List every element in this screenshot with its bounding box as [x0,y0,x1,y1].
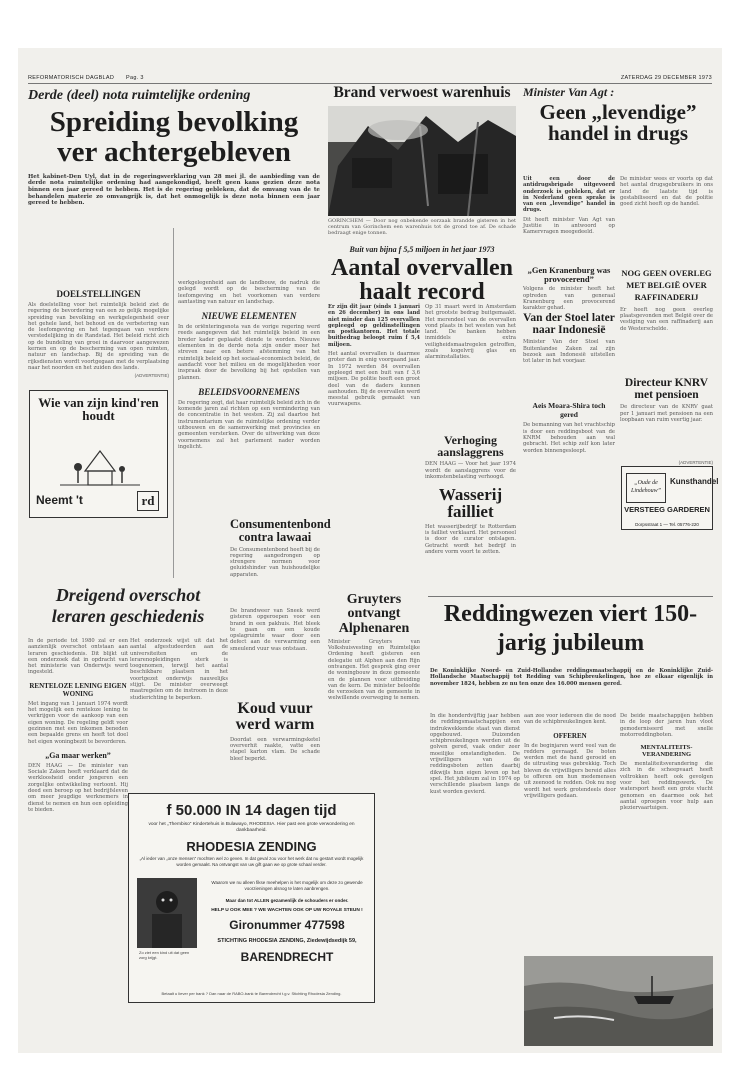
verhoging-headline: Verhoging aanslaggrens [437,433,504,460]
wasserij-headline: Wasserij failliet [438,485,503,522]
warehouse-fire-photo [328,106,516,216]
minister-article [523,85,713,145]
issue-date: ZATERDAG 29 DECEMBER 1973 [620,75,712,81]
rhodesia-help: HELP U OOK MEE ? WE WACHTEN OOK OP UW ROYALE STEUN ! [211,908,363,913]
minister-headline: Geen „levendige” handel in drugs [539,100,697,146]
housing-ad-title: Wie van zijn kind'ren houdt [38,395,159,424]
consument-headline: Consumentenbond contra lawaai [230,517,331,544]
robberies-column-2: Op 31 maart werd in Amsterdam het grootste bedrag buitgemaakt. Het merendeel van de overvallen vond plaats in het westen van het land. De banken hebben inmiddels extra veiligheidsmaatregelen getroffen, zoals kogelvrij glas en alarminstallaties. [425,304,516,361]
offeren-headline: OFFEREN [553,731,587,740]
rhodesia-stichting: STICHTING RHODESIA ZENDING, Ziedewijdsedijk 59, [217,938,357,944]
consument-article: Consumentenbond contra lawaai De Consumentenbond heeft bij de regering aangedrongen op strengere normen voor geluidshinder van huishoudelijke apparaten. [230,517,331,578]
gamaarwerken-headline: „Ga maar werken” [45,750,111,760]
kunsthandel-slogan: VERSTEEG GARDEREN [624,505,710,514]
lead-column-1: DOELSTELLINGEN Als doelstelling voor het ruimtelijk beleid ziet de regering de bevordering van een zo gelijk mogelijke spreiding van bevolking en werkgelegenheid over het gehele land, het behoud en de verbetering van de leefomgeving en het tegengaan van verdere verstedelijking in de Randstad. Het beleid richt zich op de bundeling van groei in daarvoor aangewezen kernen en op de bescherming van open ruimten, natuur en landschap. Bij de spreiding van de rijksdiensten wordt voortgegaan met de verplaatsing naar het noorden en het zuiden des lands. (ADVERTENTIE) [28,289,169,379]
raffinaderij-article: NOG GEEN OVERLEG MET BELGIË OVER RAFFINADERIJ Er heeft nog geen overleg plaatsgevonden met België over de vestiging van een raffinaderij aan de Westerschelde. [620,268,713,332]
leraren-article [28,585,228,627]
rhodesia-title: RHODESIA ZENDING [186,839,317,854]
child-photo [137,878,197,948]
redding-column-2: aan zee voor iedereen die de nood van de schipbreukelingen kent. OFFEREN In de beginjaren werd veel van de redders gevraagd. De boten werden met de hand geroeid en de uitrusting was gebrekkig. Toch bleven de vrijwilligers bereid alles te offeren om hun medemensen uit zeenood te redden. Ook nu nog wordt het werk grotendeels door vrijwilligers gedaan. [524,713,616,799]
redding-intro: De Koninklijke Noord- en Zuid-Hollandse reddingsmaatschappij en de Koninklijke Zuid-Hollandsche Maatschappij tot Redding van Schipbreukelingen, hoe ze elkaar eigenlijk in november 1824, hebben ze nu ten onze des 16.000 mensen gered. [430,668,713,687]
gruyters-headline: Gruyters ontvangt Alphenaren [338,592,410,636]
rhodesia-amount: f 50.000 IN 14 dagen tijd [166,802,337,819]
aeis-headline: Aeis Moara-Shira toch gered [532,401,606,420]
kranenburg-headline: „Gen Kranenburg was provocerend” [527,265,611,284]
robberies-headline: Aantal overvallen haalt record [331,255,513,306]
robberies-column-1: Er zijn dit jaar (sinds 1 januari en 26 december) in ons land niet minder dan 125 overvallen gepleegd op geldinstellingen en postkantoren. Het totale buitbedrag beloopt ruim f 5,4 miljoen. Het aantal overvallen is daarmee groter dan in enig voorgaand jaar. In 1972 werden 84 overvallen gepleegd met een buit van f 3,6 miljoen. De politie heeft een groot deel van de daders kunnen aanhouden. Bij de overvallen werd meestal gebruik gemaakt van vuurwapens. [328,304,420,408]
lening-headline: RENTELOZE LENING EIGEN WONING [29,681,127,698]
lead-article [28,88,320,207]
rhodesia-intro: voor het „Thembiso” Kindertehuis in Bulawayo, RHODESIA. Hier past een grote verwondering en dankbaarheid. [148,822,355,833]
raffinaderij-headline: NOG GEEN OVERLEG MET BELGIË OVER RAFFINADERIJ [621,268,712,302]
lifeboat-at-sea-photo [524,956,713,1046]
verhoging-article: Verhoging aanslaggrens DEN HAAG — Voor het jaar 1974 wordt de aanslaggrens voor de inkomstenbelasting verhoogd. [425,433,516,481]
koud-headline: Koud vuur werd warm [235,700,315,734]
kunsthandel-address: Dorpsstraat 1 — Tel. 05776-220 [635,522,699,527]
kunsthandel-ad [621,466,719,530]
minister-column-1: Uit een door de antidrugsbrigade uitgevoerd onderzoek is gebleken, dat er in Nederland geen sprake is van een „levendige” handel in drugs. Dit heeft minister Van Agt van Justitie in antwoord op Kamervragen meegedeeld. [523,176,615,236]
mentaliteit-headline: MENTALITEITS-VERANDERING [640,744,693,759]
wasserij-article: Wasserij failliet Het wasserijbedrijf te Rotterdam is failliet verklaard. Het personeel is door de curator ontslagen. Getracht wordt het bedrijf in andere vorm voort te zetten. [425,485,516,555]
redding-article [428,600,713,658]
housing-ad-sign: Neemt 't [36,493,83,507]
body-text: werkgelegenheid aan de landbouw, de nadruk die gelegd wordt op de bescherming van de leefomgeving en het voorkomen van verdere aantasting van natuur en landschap. [178,280,320,305]
knrv-article: Directeur KNRV met pensioen De directeur van de KNRV gaat per 1 januari met pensioen na een loopbaan van ruim veertig jaar. (ADVERTENTIE) [620,377,713,466]
lead-headline: Spreiding bevolking ver achtergebleven [49,106,299,169]
vanderstoel-article: Van der Stoel later naar Indonesië Minister Van der Stoel van Buitenlandse Zaken zal zijn bezoek aan Indonesië uitstellen tot later in het voorjaar. Aeis Moara-Shira toch gered De bemanning van het vrachtschip is door een reddingsboot van de KNRM behouden aan wal gebracht. Het schip zelf kon later worden binnengesleept. [523,312,615,454]
housing-ad [29,390,168,518]
rhodesia-ad: f 50.000 IN 14 dagen tijd voor het „Thembiso” Kindertehuis in Bulawayo, RHODESIA. Hier past een grote verwondering en dankbaarheid. RHODESIA ZENDING „Al ieder van „onze mensen” mochten wel zo geven. In dat geval zou voor het werk dat nu gestart wordt mogelijk worden gemaakt. Na ontvangst van uw gift gaan we op grote schaal verder. Zo ziet een kind uit dat geen zorg krijgt. Waarom we nu alleen fikse meehelpen is het mogelijk om deze zo gewende voorzieningen alsnog te laten aanbrengen. Maar dan tot ALLEN gezamenlijk de schouders er onder. HELP U OOK MEE ? WE WACHTEN OOK OP UW ROYALE STEUN ! Gironummer 477598 STICHTING RHODESIA ZENDING, Ziedewijdsedijk 59, BARENDRECHT Betaalt u liever per bank ? Dan naar de RABO-bank te Barendrecht t.g.v. Stichting Rhodesia Zending. [128,793,375,1003]
fire-caption: GORINCHEM — Door nog onbekende oorzaak brandde gisteren in het centrum van Gorinchem een warenhuis tot de grond toe af. De schade bedraagt enige tonnen. [328,218,516,236]
rescue-boat-photo [524,956,713,1046]
robberies-kicker: Buit van bijna f 5,5 miljoen in het jaar 1973 [349,245,495,254]
rhodesia-gironummer: Gironummer 477598 [229,918,345,932]
fire-headline: Brand verwoest warenhuis [333,84,511,101]
masthead [28,74,712,84]
knrv-headline: Directeur KNRV met pensioen [624,377,709,401]
minister-column-2: De minister wees er voorts op dat het aantal drugsgebruikers in ons land de laatste tijd is gestabiliseerd en dat de politie goed zicht heeft op de handel. [620,176,713,208]
family-house-illustration [30,425,169,489]
lead-sub-beleidsvoornemens: BELEIDSVOORNEMENS [198,386,300,397]
vanderstoel-headline: Van der Stoel later naar Indonesië [523,312,615,336]
rhodesia-allen: Maar dan tot ALLEN gezamenlijk de schouders er onder. [225,898,349,903]
leraren-headline: Dreigend overschot leraren geschiedenis [51,585,205,626]
shop-sign: „Oude de Lindehouw” [626,473,666,503]
body-text: De regering zegt, dat haar ruimtelijk beleid zich in de komende jaren zal richten op een vermindering van de concentratie in het westen. Zij zal daartoe het instrumentarium van de ruimtelijke ordening verder uitbouwen en de samenwerking met provincies en gemeenten versterken. Over de uitwerking van deze voornemens zal het parlement nader worden ingelicht. [178,399,320,450]
fire-photo [328,106,516,216]
koud-article: De brandweer van Sneek werd gisteren opgeroepen voor een brand in een pakhuis. Het bleek te gaan om een koude opslagruimte waar door een defect aan de verwarming een smeulend vuur was ontstaan. [230,608,320,652]
leraren-column-1: In de periode tot 1980 zal er een aanzienlijk overschot ontstaan aan leraren geschiedenis. Dit blijkt uit een onderzoek dat in opdracht van het ministerie van Onderwijs werd ingesteld. RENTELOZE LENING EIGEN WONING Met ingang van 1 januari 1974 wordt het mogelijk een renteloze lening te verkrijgen voor de aankoop van een eigen woning. De regeling geldt voor gezinnen met een inkomen beneden een bepaalde grens en heeft tot doel het eigen woningbezit te bevorderen. „Ga maar werken” DEN HAAG — De minister van Sociale Zaken heeft verklaard dat de werkloosheid onder jongeren een zorgelijke ontwikkeling vertoont. Hij deed een beroep op het bedrijfsleven om meer jeugdige werknemers in dienst te nemen en hun een opleiding te bieden. [28,638,128,813]
koudvuur-article: Koud vuur werd warm Doordat een verwarmingsketel oververhit raakte, vatte een stapel karton vlam. De schade bleef beperkt. [230,700,320,762]
newspaper-page [18,48,722,1053]
leraren-column-2: Het onderzoek wijst uit dat het aantal afgestudeerden aan de universiteiten en de lerarenopleidingen sterk is toegenomen, terwijl het aantal beschikbare plaatsen in het voortgezet onderwijs nauwelijks stijgt. De minister overweegt maatregelen om de instroom in deze studierichting te beperken. [130,638,228,701]
fire-article [328,85,516,101]
redding-headline: Reddingwezen viert 150-jarig jubileum [443,601,698,656]
lead-sub-doelstellingen: DOELSTELLINGEN [56,289,141,299]
body-text: In de oriënteringsnota van de vorige regering werd reeds aangegeven dat het ruimtelijk beleid in een breder kader geplaatst diende te worden. Nieuwe elementen in de derde nota zijn onder meer het streven naar een betere afstemming van het ruimtelijk beleid op het sociaal-economisch beleid, de aandacht voor het milieu en de mogelijkheden voor inspraak door de bevolking bij het opstellen van plannen. [178,324,320,381]
body-text: Als doelstelling voor het ruimtelijk beleid ziet de regering de bevordering van een zo gelijk mogelijke spreiding van bevolking en werkgelegenheid over het gehele land, het behoud en de verbetering van de leefomgeving en het tegengaan van verdere verstedelijking in de Randstad. Het beleid richt zich op de bundeling van groei in daarvoor aangewezen kernen en op de bescherming van open ruimten, natuur en landschap. Bij de spreiding van de rijksdiensten wordt voortgegaan met de verplaatsing naar het noorden en het zuiden des lands. [28,302,169,371]
lead-kicker: Derde (deel) nota ruimtelijke ordening [28,88,251,103]
lead-sub-nieuwe-elementen: NIEUWE ELEMENTEN [201,311,297,322]
robberies-article [328,245,516,305]
redding-column-3: De beide maatschappijen hebben in de loop der jaren hun vloot gemoderniseerd met snelle motorreddingboten. MENTALITEITS-VERANDERING De mentaliteitsverandering die zich in de scheepvaart heeft voltrokken heeft ook gevolgen voor het reddingswerk. De watersport heeft een grote vlucht genomen en daarmee ook het aantal oproepen voor hulp aan pleziervaartuigen. [620,713,713,812]
kunsthandel-label: Kunsthandel [670,477,719,486]
redding-column-1: In die honderdvijftig jaar hebben de reddingsmaatschappijen een indrukwekkende staat van dienst opgebouwd. Duizenden schipbreukelingen werden uit de golven gered, vaak onder zeer moeilijke omstandigheden. De vrijwilligers van de reddingsboten zetten daarbij dikwijls hun eigen leven op het spel. Het jubileum zal in 1974 op verschillende plaatsen langs de kust worden gevierd. [430,713,520,795]
minister-kicker: Minister Van Agt : [523,85,615,99]
page-number: Pag. 3 [126,75,144,81]
rd-logo: rd [137,491,159,511]
lead-intro: Het kabinet-Den Uyl, dat in de regeringsverklaring van 28 mei jl. de aanbieding van de derde nota ruimtelijke ordening had aangekondigd, heeft geen kans gezien deze nota binnen een jaar gereed te hebben. Het is de regering gebleken, dat de omvang van de te behandelen materie zo omvangrijk is, dat het onmogelijk is deze nota binnen een jaar gereed te hebben. [28,173,320,207]
gruyters-article: Gruyters ontvangt Alphenaren Minister Gruyters van Volkshuisvesting en Ruimtelijke Ordening heeft gisteren een delegatie uit Alphen aan den Rijn ontvangen. Het gesprek ging over de woningbouw in deze gemeente en de plannen voor uitbreiding van de kern. De minister beloofde de verzoeken van de gemeente in welwillende overweging te nemen. [328,592,420,702]
kranenburg-article: „Gen Kranenburg was provocerend” Volgens de minister heeft het optreden van generaal Kranenburg een provocerend karakter gehad. [523,265,615,312]
rhodesia-city: BARENDRECHT [240,950,334,964]
paper-name: REFORMATORISCH DAGBLAD [28,75,115,81]
